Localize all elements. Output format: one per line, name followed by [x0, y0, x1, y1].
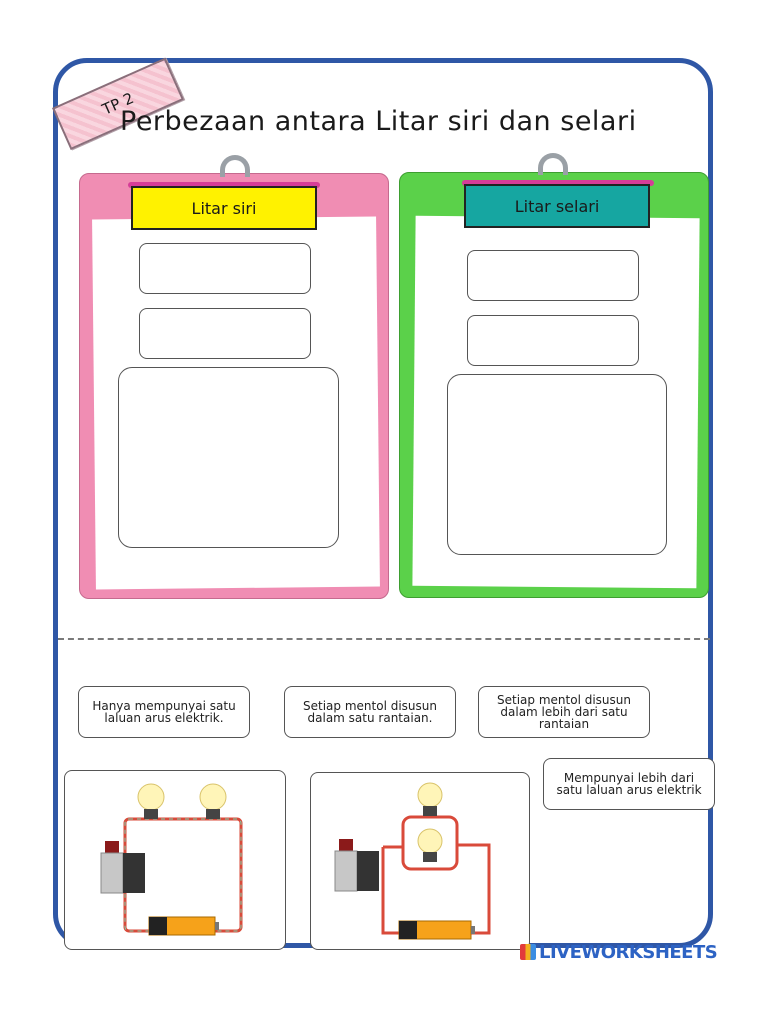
switch-icon: [101, 841, 145, 893]
parallel-circuit-card[interactable]: [310, 772, 530, 950]
option-card[interactable]: [78, 686, 250, 738]
watermark: [520, 940, 730, 964]
drop-box-series-2[interactable]: [139, 308, 311, 359]
switch-icon: [335, 839, 379, 891]
battery-icon: [149, 917, 219, 935]
option-text: Setiap mentol disusun dalam lebih dari satu rantaian: [497, 693, 631, 731]
option-text: Mempunyai lebih dari satu laluan arus elektrik: [556, 771, 702, 797]
series-circuit-diagram: [65, 771, 287, 951]
drop-box-parallel-image[interactable]: [447, 374, 667, 555]
label-series-circuit: [131, 186, 317, 230]
option-card[interactable]: [543, 758, 715, 810]
bulb-icon: [418, 829, 442, 862]
bulb-icon: [418, 783, 442, 816]
series-circuit-card[interactable]: [64, 770, 286, 950]
label-parallel-text: Litar selari: [514, 196, 600, 216]
battery-icon: [399, 921, 475, 939]
page-title: Perbezaan antara Litar siri dan selari: [120, 106, 637, 137]
drop-box-parallel-1[interactable]: [467, 250, 639, 301]
drop-box-parallel-2[interactable]: [467, 315, 639, 366]
bulb-icon: [138, 784, 164, 819]
level-tag-text: TP 2: [99, 88, 137, 119]
drop-box-series-image[interactable]: [118, 367, 339, 548]
drop-box-series-1[interactable]: [139, 243, 311, 294]
option-text: Hanya mempunyai satu laluan arus elektrik.: [92, 699, 236, 725]
parallel-circuit-diagram: [311, 773, 531, 951]
bulb-icon: [200, 784, 226, 819]
label-parallel-circuit: [464, 184, 650, 228]
clip-icon: [220, 155, 250, 177]
label-series-text: Litar siri: [191, 198, 257, 218]
option-text: Setiap mentol disusun dalam satu rantaian.: [303, 699, 437, 725]
option-card[interactable]: [284, 686, 456, 738]
option-card[interactable]: [478, 686, 650, 738]
watermark-text: LIVEWORKSHEETS: [539, 941, 718, 963]
watermark-logo-icon: [520, 944, 536, 960]
divider: [58, 638, 710, 640]
clip-icon: [538, 153, 568, 175]
